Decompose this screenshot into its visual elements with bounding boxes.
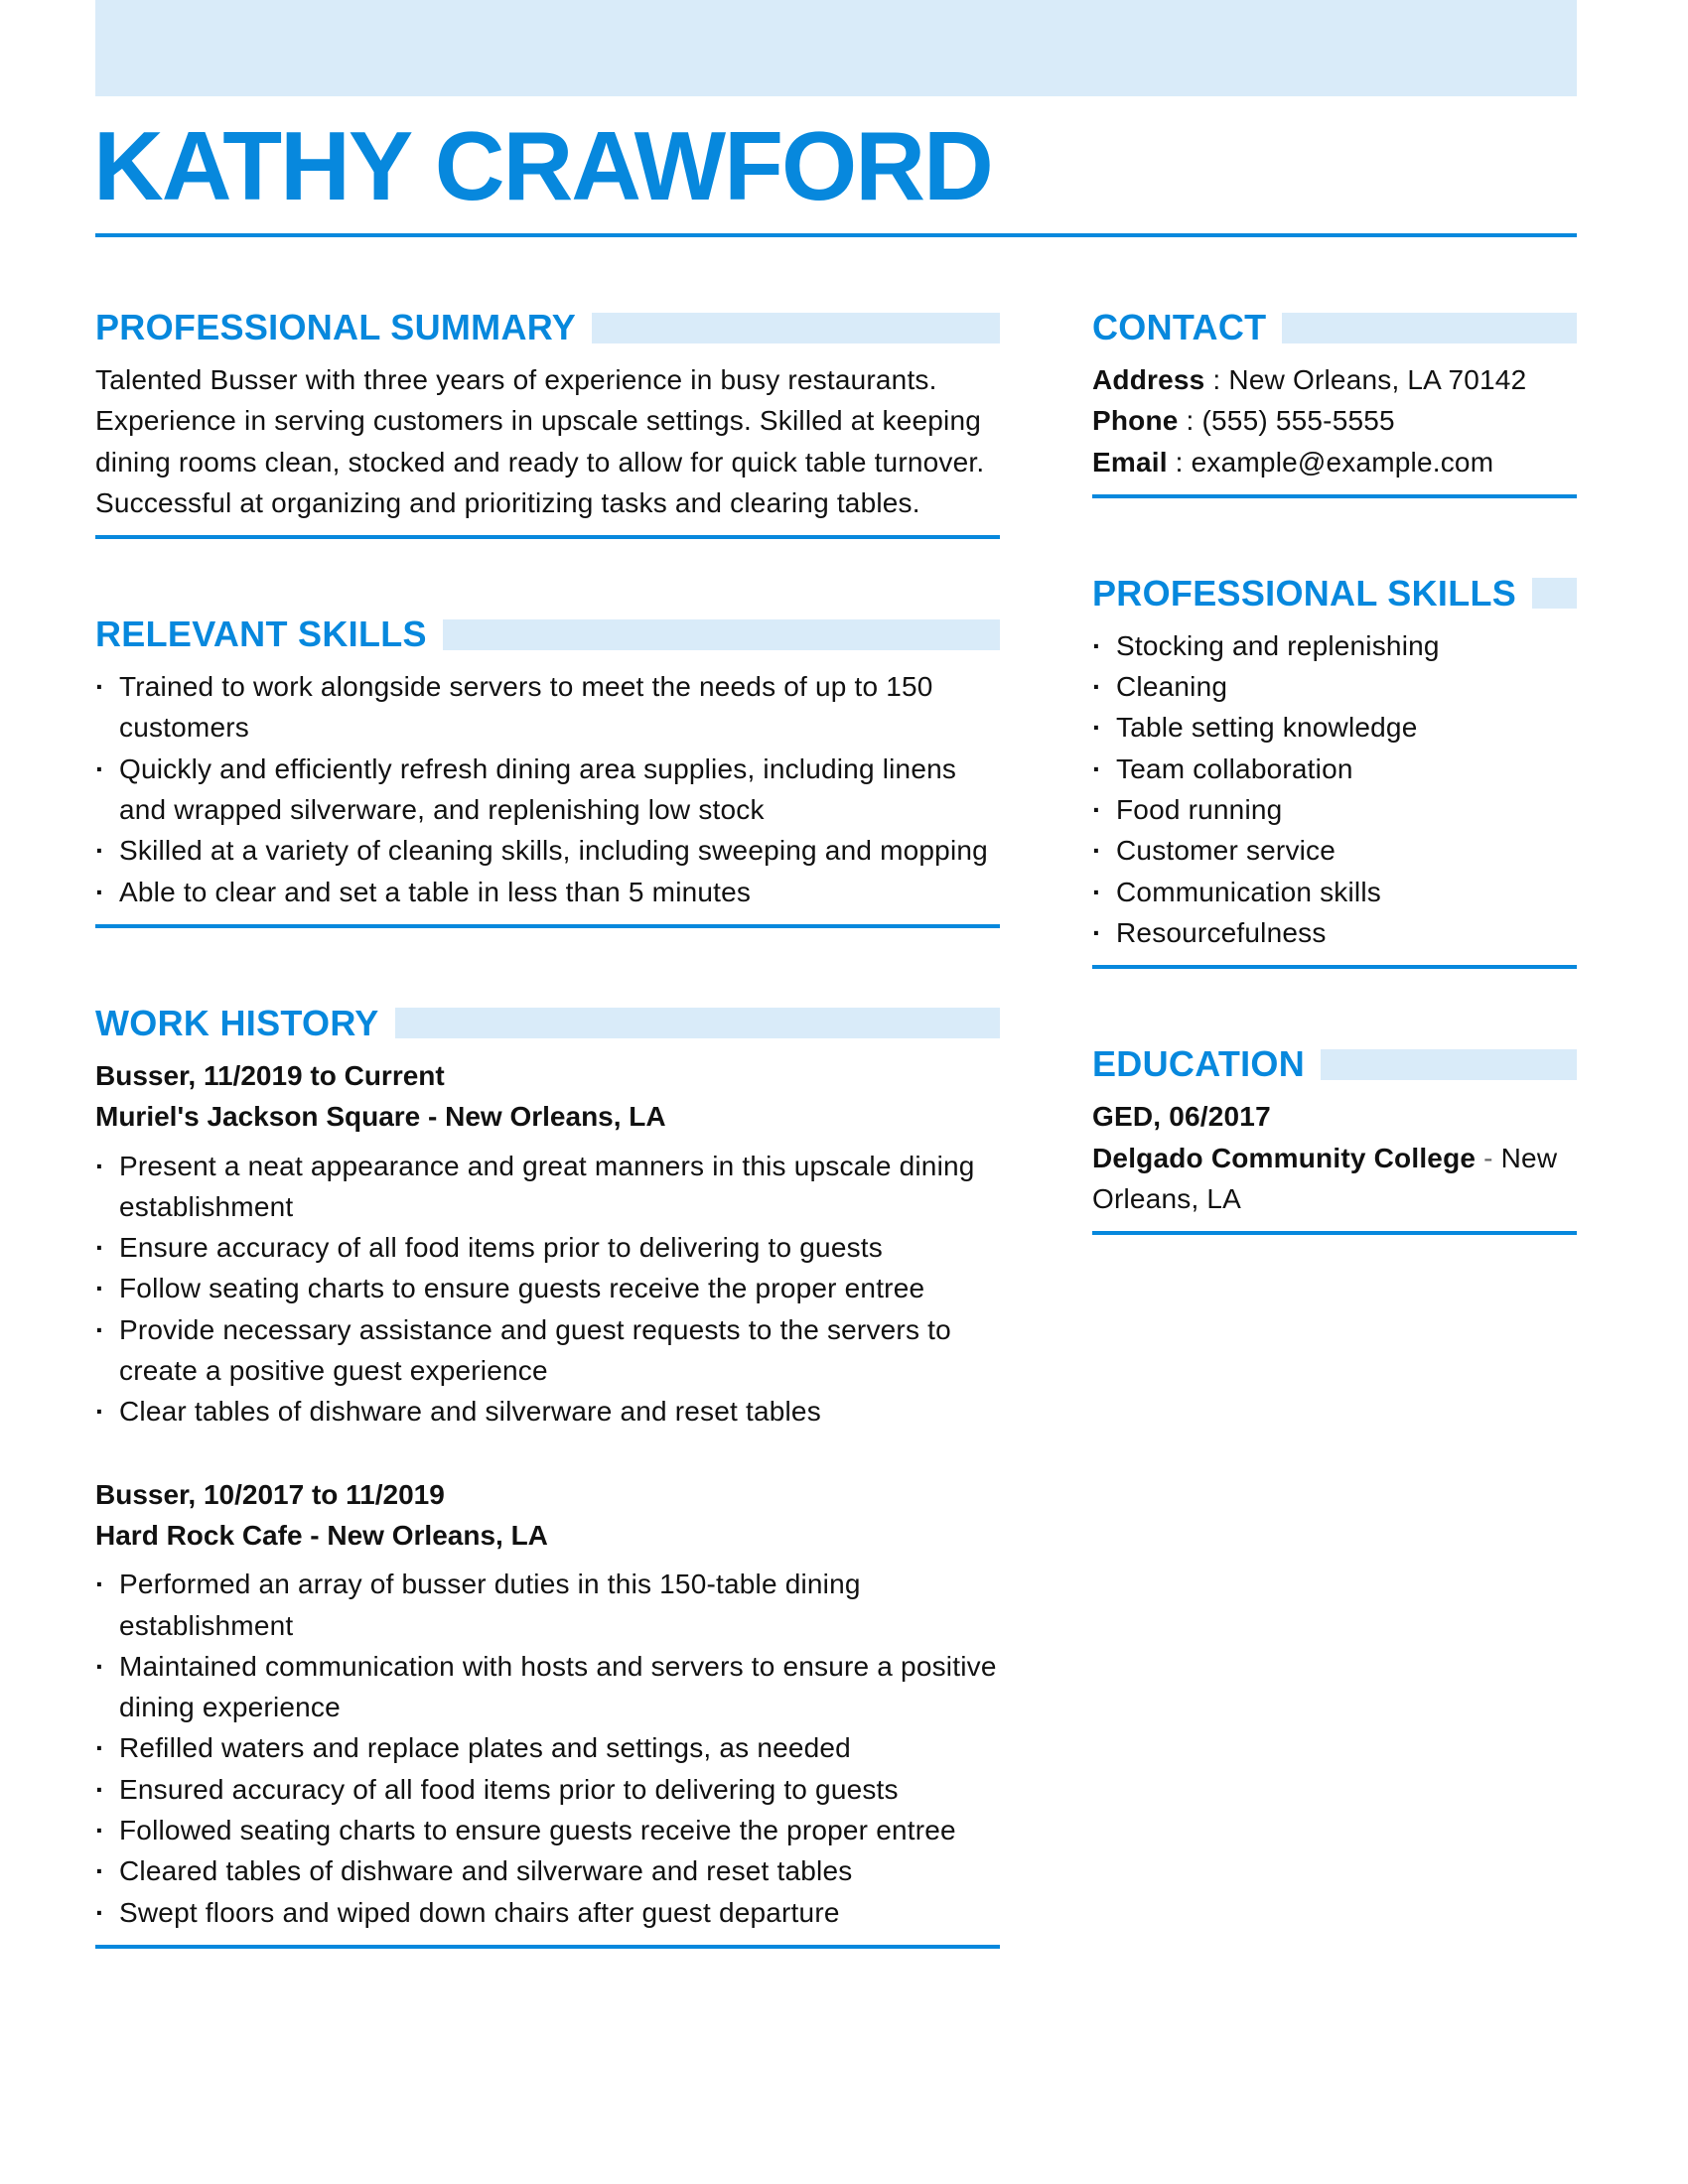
job-title: Busser, 11/2019 to Current — [95, 1059, 445, 1091]
section-heading: RELEVANT SKILLS — [95, 614, 427, 655]
section-divider — [1092, 1231, 1577, 1235]
right-column — [1092, 308, 1577, 1235]
list-item: · Provide necessary assistance and guest requests to the servers to create a positive guest experience — [95, 1309, 1000, 1392]
heading-bar — [1282, 313, 1577, 343]
heading-bar — [592, 313, 1000, 343]
header-band — [95, 0, 1577, 96]
job-company: Hard Rock Cafe - New Orleans, LA — [95, 1519, 548, 1551]
job-title: Busser, 10/2017 to 11/2019 — [95, 1478, 445, 1510]
list-item: · Refilled waters and replace plates and settings, as needed — [95, 1727, 1000, 1768]
contact-email: Email : example@example.com — [1092, 446, 1494, 478]
list-item: · Resourcefulness — [1092, 912, 1577, 953]
list-item: · Table setting knowledge — [1092, 707, 1577, 748]
work-history-section — [95, 1004, 1000, 1949]
professional-skills-section — [1092, 574, 1577, 969]
list-item: · Cleaning — [1092, 666, 1577, 707]
list-item: · Food running — [1092, 789, 1577, 830]
job-company: Muriel's Jackson Square - New Orleans, LA — [95, 1101, 666, 1133]
education-section — [1092, 1044, 1577, 1235]
list-item: · Present a neat appearance and great manners in this upscale dining establishment — [95, 1146, 1000, 1228]
list-item: · Trained to work alongside servers to meet the needs of up to 150 customers — [95, 666, 1000, 749]
list-item: · Stocking and replenishing — [1092, 625, 1577, 666]
section-heading: CONTACT — [1092, 307, 1267, 347]
section-heading: EDUCATION — [1092, 1043, 1306, 1085]
section-heading: PROFESSIONAL SKILLS — [1092, 572, 1517, 614]
education-degree: GED, 06/2017 — [1092, 1101, 1271, 1133]
heading-bar — [1321, 1049, 1577, 1080]
list-item: · Swept floors and wiped down chairs after guest departure — [95, 1892, 1000, 1933]
list-item: · Communication skills — [1092, 872, 1577, 912]
section-heading: PROFESSIONAL SUMMARY — [95, 307, 577, 347]
contact-address: Address : New Orleans, LA 70142 — [1092, 364, 1527, 395]
candidate-name: KATHY CRAWFORD — [93, 111, 992, 220]
list-item: · Ensured accuracy of all food items prior to delivering to guests — [95, 1769, 1000, 1810]
heading-bar — [1532, 578, 1577, 609]
heading-bar — [395, 1008, 1000, 1038]
list-item: · Performed an array of busser duties in this 150-table dining establishment — [95, 1564, 1000, 1646]
heading-bar — [443, 619, 1000, 650]
list-item: · Ensure accuracy of all food items prior to delivering to guests — [95, 1227, 1000, 1268]
summary-text: Talented Busser with three years of experience in busy restaurants. Experience in serving customers in upscale settings. Skilled at keeping dining rooms clean, stocked and ready to allow for quick table turnover. Successful at organizing and prioritizing tasks and clearing tables. — [95, 364, 985, 518]
relevant-skills-list — [95, 666, 1000, 912]
list-item: · Skilled at a variety of cleaning skills, including sweeping and mopping — [95, 830, 1000, 871]
list-item: · Cleared tables of dishware and silverware and reset tables — [95, 1850, 1000, 1891]
list-item: · Customer service — [1092, 830, 1577, 871]
job-entry — [95, 1055, 1000, 1433]
job-entry — [95, 1474, 1000, 1933]
list-item: · Maintained communication with hosts and servers to ensure a positive dining experience — [95, 1646, 1000, 1728]
left-column — [95, 308, 1000, 1949]
education-school: Delgado Community College - New Orleans, LA — [1092, 1142, 1558, 1214]
list-item: · Able to clear and set a table in less than 5 minutes — [95, 872, 1000, 912]
professional-summary-section — [95, 308, 1000, 539]
contact-phone: Phone : (555) 555-5555 — [1092, 405, 1395, 437]
section-heading: WORK HISTORY — [95, 1002, 379, 1043]
list-item: · Followed seating charts to ensure guests receive the proper entree — [95, 1810, 1000, 1850]
relevant-skills-section — [95, 614, 1000, 928]
contact-section — [1092, 308, 1577, 498]
list-item: · Quickly and efficiently refresh dining area supplies, including linens and wrapped silverware, and replenishing low stock — [95, 749, 1000, 831]
list-item: · Follow seating charts to ensure guests receive the proper entree — [95, 1268, 1000, 1308]
list-item: · Team collaboration — [1092, 749, 1577, 789]
section-divider — [95, 1945, 1000, 1949]
name-divider — [95, 233, 1577, 237]
list-item: · Clear tables of dishware and silverware and reset tables — [95, 1391, 1000, 1432]
